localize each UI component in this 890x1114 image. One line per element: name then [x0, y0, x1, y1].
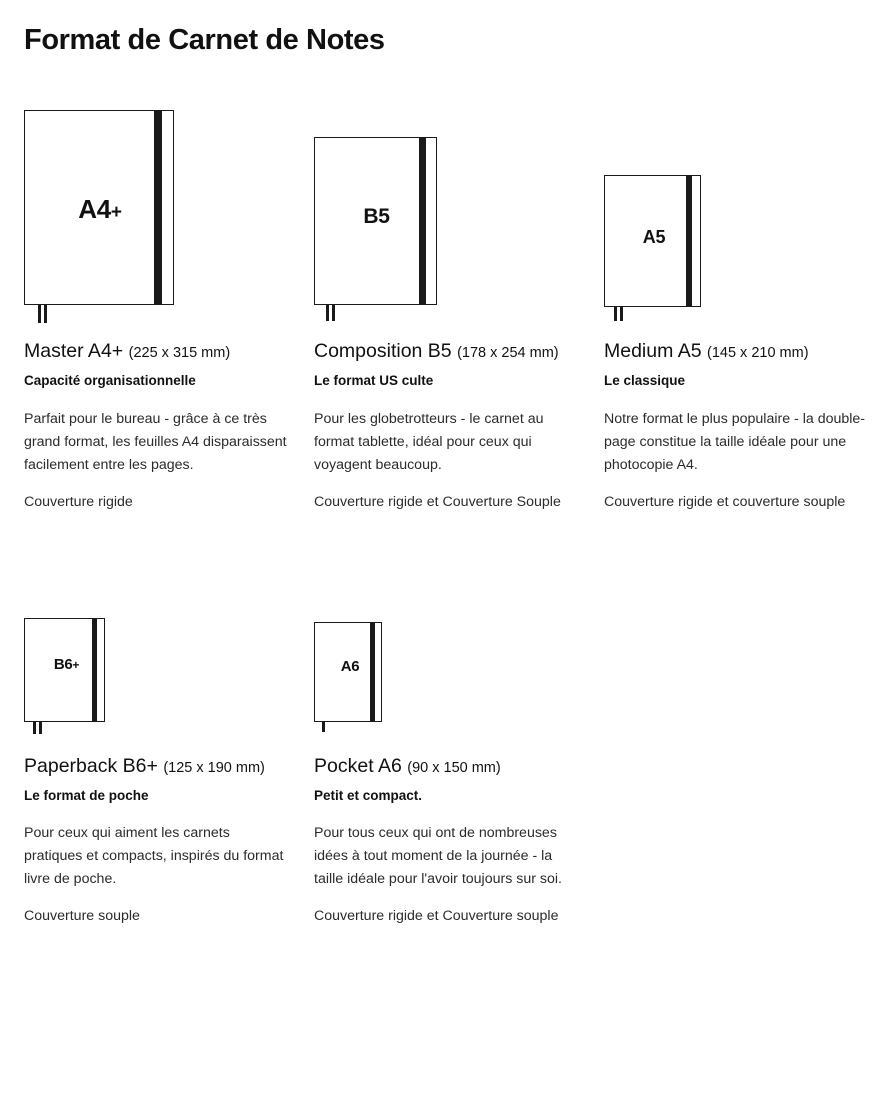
- product-card-pocket-a6: [314, 610, 604, 929]
- bookmark-ribbons: [326, 305, 335, 321]
- product-name: Master A4+: [24, 340, 124, 362]
- product-cover-options: Couverture rigide et Couverture Souple: [314, 493, 561, 510]
- notebook-label: A5: [642, 227, 666, 247]
- product-card-paperback-b6: [24, 610, 314, 929]
- product-dimensions: (178 x 254 mm): [457, 345, 559, 361]
- product-card-medium-a5: [604, 105, 890, 514]
- product-name-line: [314, 337, 582, 365]
- product-dimensions: (225 x 315 mm): [128, 345, 231, 361]
- notebook-label: A4+: [78, 194, 122, 224]
- product-name-line: [24, 752, 292, 780]
- product-name-line: [604, 337, 872, 365]
- notebook-label: B6+: [53, 655, 80, 673]
- product-description: Notre format le plus populaire - la double-page constitue la taille idéale pour une photocopie A4.: [604, 410, 866, 473]
- product-grid-row-1: [24, 105, 866, 514]
- product-tagline: Petit et compact.: [314, 787, 423, 803]
- notebook-illustration-a5: [604, 105, 872, 315]
- product-description: Parfait pour le bureau - grâce à ce très grand format, les feuilles A4 disparaissent facilement entre les pages.: [24, 410, 287, 473]
- product-name-line: [24, 337, 292, 365]
- product-tagline: Capacité organisationnelle: [24, 373, 196, 389]
- page-title: Format de Carnet de Notes: [24, 24, 385, 56]
- product-name: Paperback B6+: [24, 754, 158, 777]
- product-name-line: [314, 752, 582, 780]
- notebook-illustration-a6: [314, 610, 582, 730]
- product-name: Composition B5: [314, 340, 452, 362]
- product-tagline: Le format de poche: [24, 787, 149, 803]
- product-description: Pour ceux qui aiment les carnets pratiques et compacts, inspirés du format livre de poche.: [24, 825, 284, 888]
- product-name: Pocket A6: [314, 754, 402, 777]
- product-card-master-a4: [24, 105, 314, 514]
- bookmark-ribbons: [38, 305, 47, 323]
- notebook-illustration-b5: [314, 105, 582, 315]
- bookmark-ribbons: [322, 722, 325, 732]
- product-cover-options: Couverture rigide et Couverture souple: [314, 908, 559, 925]
- notebook-label: B5: [363, 205, 390, 228]
- bookmark-ribbons: [33, 722, 42, 734]
- product-dimensions: (125 x 190 mm): [163, 759, 265, 776]
- notebook-illustration-a4: [24, 105, 292, 315]
- product-tagline: Le classique: [604, 373, 686, 389]
- product-grid-row-2: [24, 610, 866, 929]
- product-card-empty-slot: [604, 610, 890, 929]
- product-cover-options: Couverture souple: [24, 908, 140, 925]
- product-description: Pour les globetrotteurs - le carnet au format tablette, idéal pour ceux qui voyagent beaucoup.: [314, 410, 544, 473]
- product-tagline: Le format US culte: [314, 373, 434, 389]
- notebook-illustration-b6: [24, 610, 292, 730]
- product-cover-options: Couverture rigide: [24, 493, 133, 510]
- product-dimensions: (90 x 150 mm): [407, 759, 501, 776]
- product-card-composition-b5: [314, 105, 604, 514]
- bookmark-ribbons: [614, 307, 623, 321]
- notebook-label: A6: [340, 657, 360, 675]
- product-description: Pour tous ceux qui ont de nombreuses idées à tout moment de la journée - la taille idéale pour l'avoir toujours sur soi.: [314, 825, 562, 888]
- product-dimensions: (145 x 210 mm): [706, 345, 809, 361]
- product-name: Medium A5: [604, 340, 702, 362]
- product-cover-options: Couverture rigide et couverture souple: [604, 493, 846, 510]
